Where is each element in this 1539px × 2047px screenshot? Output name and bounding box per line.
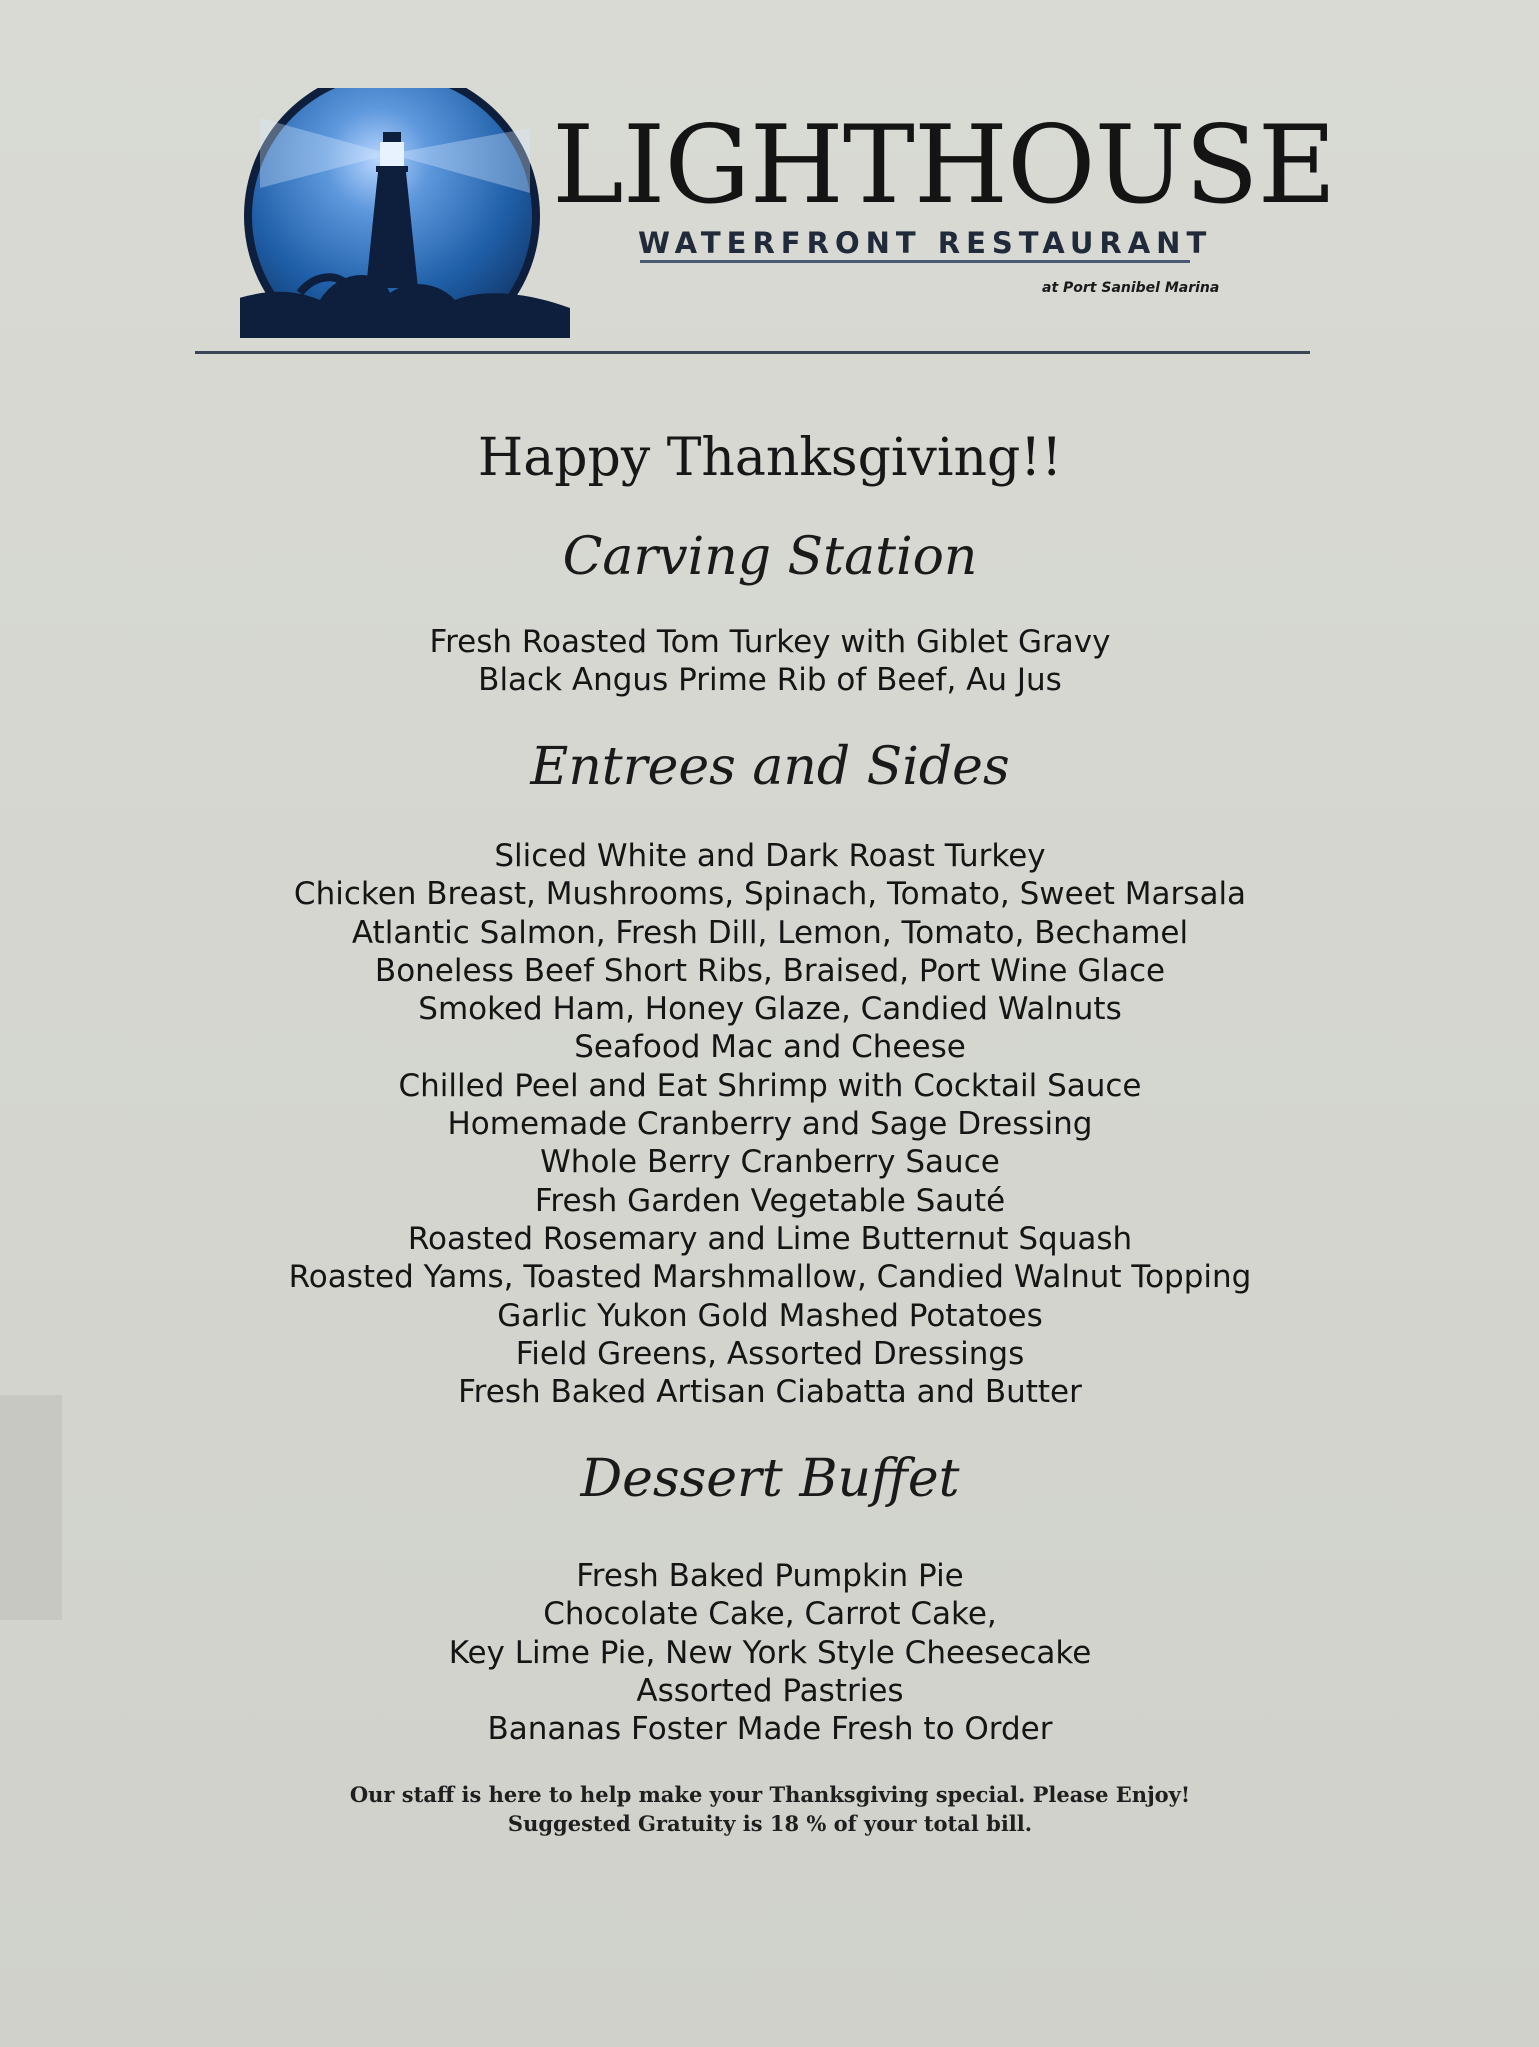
footer-line-gratuity: Suggested Gratuity is 18 % of your total bill. bbox=[507, 1811, 1033, 1836]
lighthouse-logo-icon bbox=[240, 88, 580, 338]
menu-item: Field Greens, Assorted Dressings bbox=[515, 1335, 1025, 1372]
restaurant-subtitle: WATERFRONT RESTAURANT bbox=[638, 226, 1213, 260]
menu-item: Roasted Rosemary and Lime Butternut Squash bbox=[407, 1220, 1133, 1257]
greeting-heading: Happy Thanksgiving!! bbox=[477, 428, 1063, 488]
carving-station-list bbox=[160, 623, 1380, 700]
menu-item: Chocolate Cake, Carrot Cake, bbox=[543, 1596, 997, 1633]
menu-item: Fresh Roasted Tom Turkey with Giblet Gravy bbox=[429, 624, 1111, 660]
menu-item: Boneless Beef Short Ribs, Braised, Port Wine Glace bbox=[374, 952, 1166, 989]
menu-item: Fresh Baked Artisan Ciabatta and Butter bbox=[458, 1374, 1082, 1411]
menu-item: Chicken Breast, Mushrooms, Spinach, Tomato, Sweet Marsala bbox=[293, 876, 1247, 913]
restaurant-tagline: at Port Sanibel Marina bbox=[1042, 280, 1220, 296]
menu-item: Sliced White and Dark Roast Turkey bbox=[494, 838, 1046, 874]
menu-item: Seafood Mac and Cheese bbox=[574, 1029, 966, 1066]
menu-item: Smoked Ham, Honey Glaze, Candied Walnuts bbox=[418, 991, 1122, 1028]
header-divider bbox=[195, 351, 1310, 354]
dessert-buffet-list bbox=[160, 1557, 1380, 1748]
menu-item: Atlantic Salmon, Fresh Dill, Lemon, Tomato, Bechamel bbox=[351, 914, 1189, 951]
menu-item: Chilled Peel and Eat Shrimp with Cocktail Sauce bbox=[398, 1067, 1142, 1104]
paper-shadow bbox=[0, 1395, 62, 1620]
footer-note bbox=[160, 1780, 1380, 1838]
section-title-entrees-and-sides: Entrees and Sides bbox=[530, 737, 1010, 797]
menu-item: Black Angus Prime Rib of Beef, Au Jus bbox=[478, 662, 1062, 699]
restaurant-name: LIGHTHOUSE bbox=[552, 103, 1336, 228]
menu-item: Assorted Pastries bbox=[636, 1672, 904, 1709]
section-title-carving-station: Carving Station bbox=[562, 527, 978, 587]
menu-item: Whole Berry Cranberry Sauce bbox=[540, 1144, 1000, 1181]
menu-item: Roasted Yams, Toasted Marshmallow, Candied Walnut Topping bbox=[288, 1259, 1252, 1296]
footer-line-staff: Our staff is here to help make your Thanksgiving special. Please Enjoy! bbox=[349, 1782, 1191, 1807]
menu-item: Homemade Cranberry and Sage Dressing bbox=[447, 1106, 1093, 1143]
menu-item: Bananas Foster Made Fresh to Order bbox=[487, 1711, 1053, 1748]
menu-item: Garlic Yukon Gold Mashed Potatoes bbox=[497, 1297, 1043, 1334]
subtitle-underline bbox=[640, 260, 1190, 263]
entrees-and-sides-list bbox=[160, 837, 1380, 1411]
menu-item: Fresh Baked Pumpkin Pie bbox=[576, 1558, 964, 1594]
section-title-dessert-buffet: Dessert Buffet bbox=[580, 1449, 960, 1509]
menu-item: Key Lime Pie, New York Style Cheesecake bbox=[448, 1634, 1092, 1671]
menu-item: Fresh Garden Vegetable Sauté bbox=[534, 1182, 1006, 1219]
